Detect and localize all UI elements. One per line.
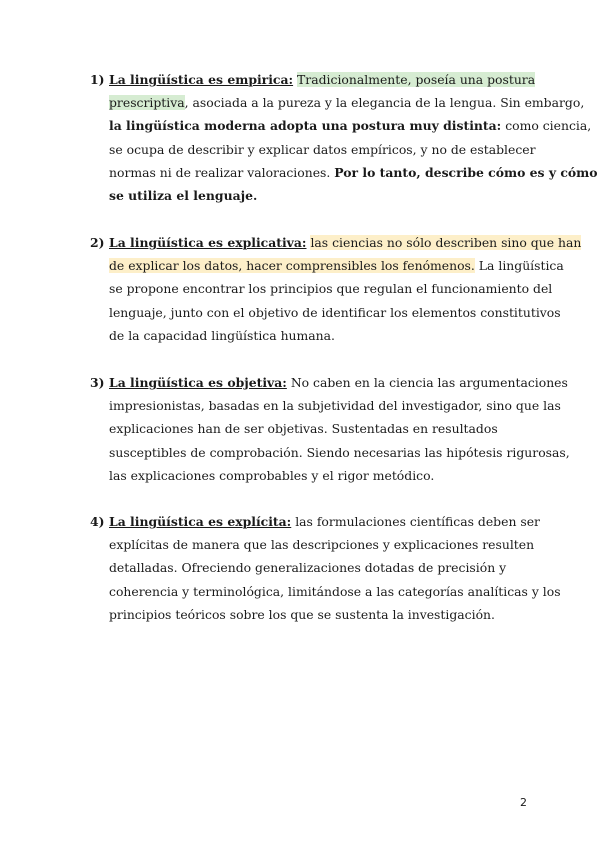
item-heading: La lingüística es explicativa: [109,235,307,250]
item-heading: La lingüística es objetiva: [109,375,287,390]
item-number: 4) [90,514,105,529]
highlighted-text: de explicar los datos, hacer comprensibles los fenómenos. [109,258,475,274]
text-line [90,231,582,254]
text-line: se utiliza el lenguaje. [109,188,258,204]
text-line: La lingüística es explícita: las formulaciones científicas deben ser [109,514,540,529]
text-line: de explicar los datos, hacer comprensibles los fenómenos. La lingüística [109,258,564,274]
text-line: explícitas de manera que las descripciones y explicaciones resulten [109,537,535,553]
item-number: 1) [90,72,105,87]
text-line: susceptibles de comprobación. Siendo necesarias las hipótesis rigurosas, [109,444,570,460]
text-line: explicaciones han de ser objetivas. Sustentadas en resultados [109,421,498,437]
text-line: se ocupa de describir y explicar datos empíricos, y no de establecer [109,141,536,157]
list-item-empirica [90,68,598,207]
text-line: La lingüística es objetiva: No caben en la ciencia las argumentaciones [109,375,568,390]
highlighted-text: Tradicionalmente, poseía una postura [297,72,536,87]
text-line [90,68,536,91]
bold-text: la lingüística moderna adopta una postura muy distinta: [109,118,502,134]
bold-text: Por lo tanto, describe cómo es y cómo [334,164,598,180]
text-line: normas ni de realizar valoraciones. Por lo tanto, describe cómo es y cómo [109,164,598,180]
text-line: se propone encontrar los principios que regulan el funcionamiento del [109,281,553,297]
text-line: las explicaciones comprobables y el rigor metódico. [109,467,435,483]
item-number: 2) [90,235,105,250]
text-line: lenguaje, junto con el objetivo de identificar los elementos constitutivos [109,304,561,320]
text-line: principios teóricos sobre los que se sustenta la investigación. [109,606,495,622]
text-line: coherencia y terminológica, limitándose a las categorías analíticas y los [109,583,561,599]
highlighted-text: las ciencias no sólo describen sino que han [310,235,582,250]
list-item-explicativa [90,231,582,347]
item-heading: La lingüística es empirica: [109,72,294,87]
list-item-objetiva [90,371,570,487]
text-line: de la capacidad lingüística humana. [109,327,335,343]
text-line: la lingüística moderna adopta una postura muy distinta: como ciencia, [109,118,592,134]
text-line: prescriptiva, asociada a la pureza y la elegancia de la lengua. Sin embargo, [109,95,585,111]
page-number: 2 [520,796,527,809]
item-number: 3) [90,375,105,390]
text-line: impresionistas, basadas en la subjetividad del investigador, sino que las [109,398,561,414]
list-item-explicita [90,510,561,626]
highlighted-text: prescriptiva [109,95,185,111]
text-line: detalladas. Ofreciendo generalizaciones dotadas de precisión y [109,560,507,576]
item-heading: La lingüística es explícita: [109,514,292,529]
